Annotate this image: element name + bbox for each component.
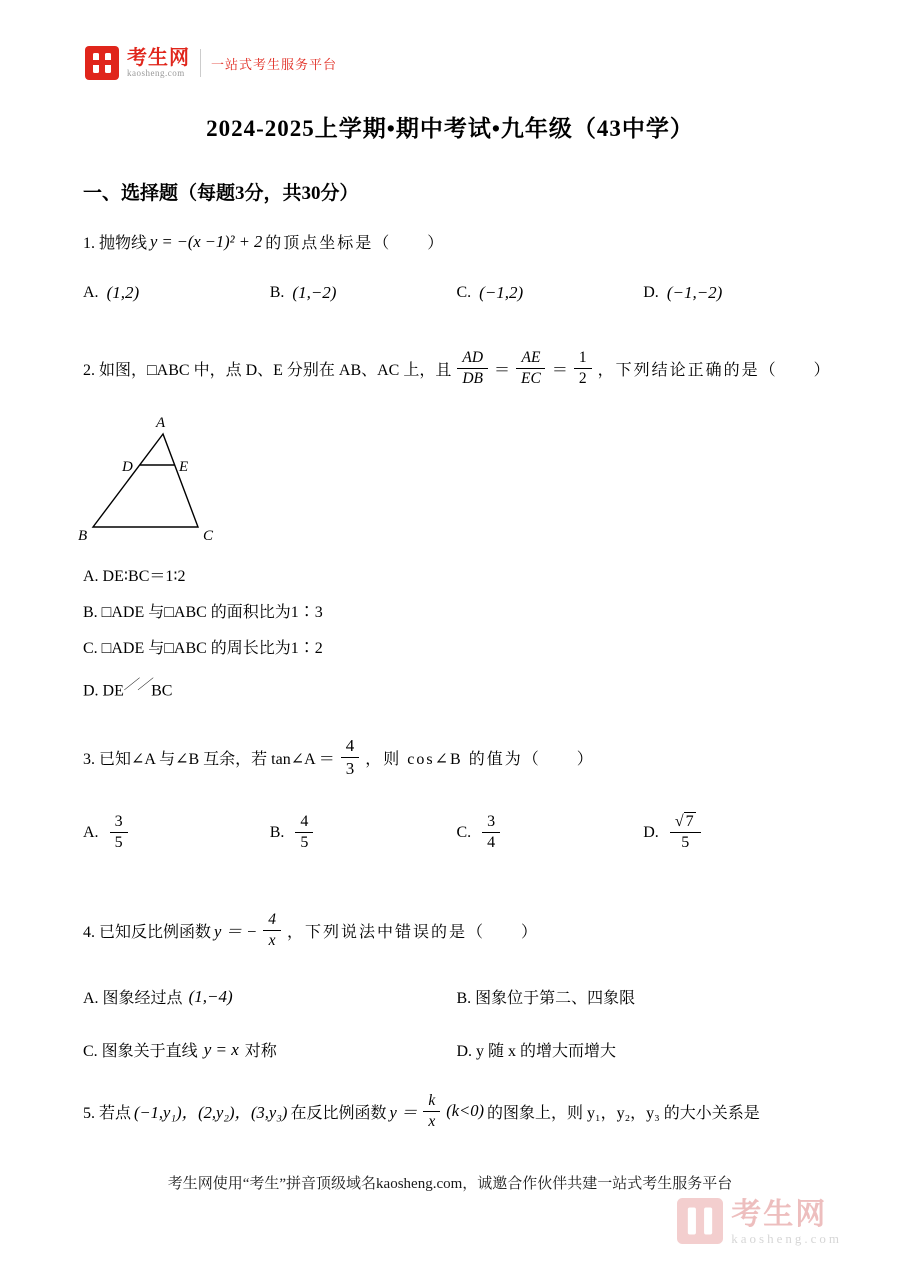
q1-option-b-value: (1,−2) xyxy=(292,283,337,302)
q1-option-c-label: C. xyxy=(456,284,472,301)
q4-option-b xyxy=(457,985,831,1008)
question-2-options xyxy=(83,566,323,716)
q3-frac-num: 4 xyxy=(341,735,360,757)
q3-option-d xyxy=(643,812,830,853)
q2-frac1-num: AD xyxy=(457,348,488,368)
q2-fraction-ae-ec xyxy=(516,348,546,388)
q3-option-a-num: 3 xyxy=(110,812,128,833)
vertex-label-d: D xyxy=(122,459,133,475)
q2-frac2-num: AE xyxy=(516,348,545,368)
q3-option-b xyxy=(270,812,457,853)
q1-formula: y = −(x −1)² + 2 xyxy=(150,231,263,251)
q2-text-pre: 2. 如图，□ABC 中，点 D、E 分别在 AB、AC 上，且 xyxy=(83,361,452,379)
brand-tagline: 一站式考生服务平台 xyxy=(211,56,338,72)
q1-option-a-label: A. xyxy=(83,284,99,301)
q3-option-c-den: 4 xyxy=(487,834,496,851)
q3-option-c xyxy=(457,812,644,853)
q5-formula-pre: y ＝ xyxy=(389,1103,418,1122)
q5-frac-num: k xyxy=(423,1091,440,1111)
triangle-outline xyxy=(93,434,198,527)
brand-name: 考生网 xyxy=(127,46,190,69)
q2-option-b: B. □ADE 与□ABC 的面积比为1∶3 xyxy=(83,604,323,621)
vertex-label-b: B xyxy=(78,528,88,544)
q1-text-pre: 1. 抛物线 xyxy=(83,235,148,252)
question-1-stem xyxy=(83,230,445,253)
question-4-stem xyxy=(83,898,539,962)
question-5-stem xyxy=(83,1080,760,1142)
vertex-label-a: A xyxy=(156,415,166,431)
q4-option-b-text: B. 图象位于第二、四象限 xyxy=(456,990,636,1007)
q4-frac-num: 4 xyxy=(263,910,281,930)
q2-option-d-pre: D. DE xyxy=(83,682,124,700)
q2-option-d xyxy=(83,674,323,702)
q3-text-post: ，则 cos∠B 的值为（ ） xyxy=(365,750,595,768)
q4-fraction xyxy=(263,910,281,950)
q4-option-c-math: y = x xyxy=(203,1039,239,1059)
q4-option-c-pre: C. 图象关于直线 xyxy=(83,1043,198,1060)
watermark-logo-icon xyxy=(677,1198,723,1244)
q3-option-c-label: C. xyxy=(456,823,472,841)
question-3-options xyxy=(83,812,830,853)
question-1-options xyxy=(83,283,830,303)
q3-option-b-label: B. xyxy=(269,823,285,841)
q2-frac3-den: 2 xyxy=(578,369,587,387)
q1-option-d-label: D. xyxy=(643,284,659,301)
q1-option-d xyxy=(643,283,830,303)
q2-frac3-num: 1 xyxy=(574,348,592,368)
q1-option-a-value: (1,2) xyxy=(106,283,140,302)
site-header-logo xyxy=(85,46,337,80)
q3-option-d-radicand: 7 xyxy=(685,813,694,830)
q4-option-d xyxy=(457,1038,831,1061)
q3-option-c-num: 3 xyxy=(482,812,500,833)
q1-option-c xyxy=(457,283,644,303)
q3-text-pre: 3. 已知∠A 与∠B 互余，若 tan∠A ＝ xyxy=(83,750,335,768)
q2-option-d-post: BC xyxy=(151,682,173,700)
q2-frac2-den: EC xyxy=(521,369,541,387)
q4-option-a-math: (1,−4) xyxy=(188,986,233,1006)
q3-option-d-label: D. xyxy=(643,823,659,841)
vertex-label-e: E xyxy=(179,459,189,475)
brand-domain: kaosheng.com xyxy=(127,67,185,78)
q3-option-a xyxy=(83,812,270,853)
q3-option-d-den: 5 xyxy=(681,834,690,851)
q2-equals-1: ＝ xyxy=(494,361,511,379)
page-title: 2024-2025上学期•期中考试•九年级（43中学） xyxy=(206,116,694,141)
q5-fraction xyxy=(423,1091,440,1131)
q2-text-post: ，下列结论正确的是（ ） xyxy=(597,361,832,379)
q2-option-c: C. □ADE 与□ABC 的周长比为1∶2 xyxy=(83,640,323,657)
q3-option-a-fraction xyxy=(110,812,128,853)
q3-fraction-four-thirds xyxy=(341,735,360,779)
q3-frac-den: 3 xyxy=(345,758,355,778)
footer-text: 考生网使用“考生”拼音顶级域名kaosheng.com，诚邀合作伙伴共建一站式考生服务平台 xyxy=(167,1176,733,1192)
q1-option-c-value: (−1,2) xyxy=(479,283,524,302)
q4-option-a-pre: A. 图象经过点 xyxy=(83,990,183,1007)
section-heading: 一、选择题（每题3分，共30分） xyxy=(83,183,359,204)
kaosheng-logo-icon xyxy=(85,46,119,80)
q5-condition: (k<0) xyxy=(446,1101,484,1120)
q2-frac1-den: DB xyxy=(462,369,484,387)
q4-text-post: ，下列说法中错误的是（ ） xyxy=(286,923,539,941)
watermark-text-block xyxy=(731,1198,842,1247)
q3-option-b-fraction xyxy=(295,812,313,853)
q4-option-d-text: D. y 随 x 的增大而增大 xyxy=(456,1043,617,1060)
q3-option-d-num xyxy=(670,812,701,833)
question-4-options-row1 xyxy=(83,985,830,1008)
q3-option-b-den: 5 xyxy=(300,834,309,851)
q3-option-b-num: 4 xyxy=(295,812,313,833)
q4-option-c xyxy=(83,1038,457,1061)
question-2-stem xyxy=(83,336,832,400)
q4-frac-den: x xyxy=(268,931,276,949)
watermark xyxy=(677,1198,842,1247)
q1-option-d-value: (−1,−2) xyxy=(666,283,723,302)
q2-equals-2: ＝ xyxy=(551,361,568,379)
sqrt-icon: √ xyxy=(674,813,684,830)
q1-text-post: 的顶点坐标是（ ） xyxy=(265,235,446,252)
q1-option-b-label: B. xyxy=(269,284,285,301)
q1-option-a xyxy=(83,283,270,303)
triangle-svg xyxy=(78,412,228,547)
question-3-stem xyxy=(83,722,595,792)
q3-option-a-label: A. xyxy=(83,823,99,841)
q4-option-c-post: 对称 xyxy=(244,1043,277,1060)
question-4-options-row2 xyxy=(83,1038,830,1061)
watermark-domain: kaosheng.com xyxy=(731,1231,842,1246)
q5-text-post: 的图象上，则 y₁，y₂，y₃ 的大小关系是 xyxy=(487,1104,760,1122)
q2-option-a: A. DE∶BC＝1∶2 xyxy=(83,568,186,585)
vertex-label-c: C xyxy=(203,528,214,544)
q5-frac-den: x xyxy=(428,1112,436,1130)
q5-text-pre: 5. 若点 xyxy=(83,1104,132,1122)
q4-text-pre: 4. 已知反比例函数 xyxy=(83,923,212,941)
q2-fraction-one-half xyxy=(574,348,592,388)
q3-option-a-den: 5 xyxy=(114,834,123,851)
q2-option-d-parallel-slashes: ／／ xyxy=(123,677,152,692)
triangle-figure xyxy=(78,412,228,552)
watermark-brand: 考生网 xyxy=(731,1198,828,1231)
q5-text-mid: 在反比例函数 xyxy=(290,1104,387,1122)
q3-option-d-fraction xyxy=(670,812,701,853)
q5-points: (−1,y₁)，(2,y₂)，(3,y₃) xyxy=(134,1103,288,1122)
q4-option-a xyxy=(83,985,457,1008)
q2-fraction-ad-db xyxy=(457,348,488,388)
header-divider xyxy=(200,49,201,77)
brand-text-block xyxy=(127,48,190,78)
q3-option-c-fraction xyxy=(482,812,500,853)
q4-formula-pre: y ＝ − xyxy=(214,922,258,941)
q1-option-b xyxy=(270,283,457,303)
